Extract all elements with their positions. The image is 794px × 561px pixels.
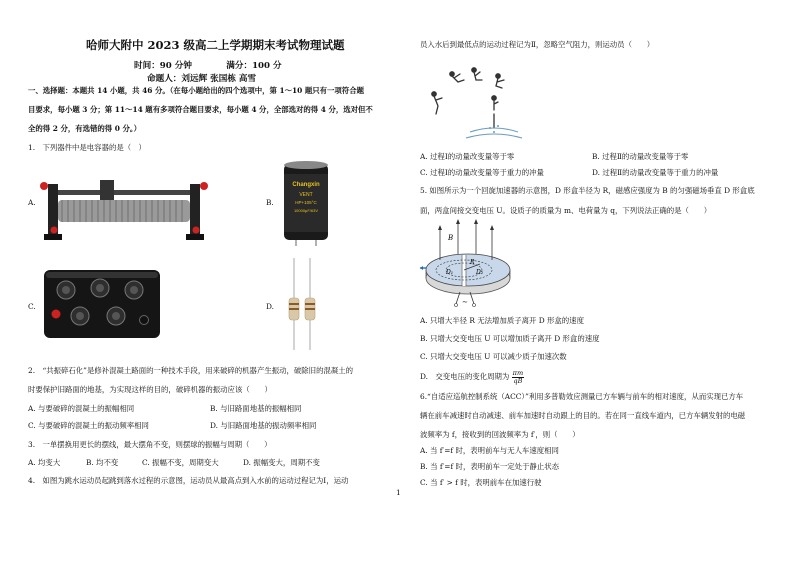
time-score-line: 时间：90 分钟 满分：100 分 [134, 61, 282, 71]
q5-option-d-text: D. 交变电压的变化周期为 [420, 372, 510, 381]
resistance-box-image [44, 268, 160, 340]
q6-option-c: C. 当 f′ > f 时，表明前车在加速行驶 [420, 478, 542, 487]
cyclotron-d2-label: D₂ [476, 269, 484, 276]
cyclotron-d1-label: D₁ [446, 269, 454, 276]
q2-option-a: A. 与要破碎的混凝土的振幅相同 [28, 404, 135, 413]
q4-option-b: B. 过程Ⅱ的动量改变量等于零 [592, 152, 689, 161]
capacitor-label: VENT [299, 192, 313, 198]
q6-option-a: A. 当 f′=f 时，表明前车与无人车速度相同 [420, 446, 559, 455]
q3-option-d: D. 振幅变大，周期不变 [243, 458, 320, 467]
q3-stem: 3. 一单摆换用更长的摆线，最大摆角不变，则摆球的振幅与周期（ ） [28, 440, 272, 449]
q3-option-b: B. 均不变 [86, 458, 119, 467]
diver-figure [420, 58, 530, 144]
q2-stem-line: 2. “共振碎石化”是修补混凝土路面的一种技术手段，用来破碎的机器产生振动，破除旧的混凝土的 [28, 366, 354, 375]
q4-option-c: C. 过程Ⅰ的动量改变量等于重力的冲量 [420, 168, 544, 177]
q6-stem-line: 辆在前车减速时自动减速、前车加速时自动跟上的目的。若在同一直线车道内，已方车辆发射的电磁 [420, 411, 746, 420]
cyclotron-b-label: B [448, 234, 454, 242]
q1-option-a-label: A. [28, 198, 36, 207]
authors-line: 命题人：刘远辉 张国栋 高雪 [147, 74, 257, 84]
q2-stem-line: 时要保护旧路面的地基，为实现这样的目的，破碎机器的振动应该（ ） [28, 385, 272, 394]
q5-period-fraction [512, 370, 524, 385]
rheostat-image [40, 166, 210, 246]
q1-option-d-label: D. [266, 302, 275, 311]
capacitor-brand: Changxin [292, 182, 320, 188]
cyclotron-r-label: R [470, 259, 475, 266]
q5-option-a: A. 只增大半径 R 无法增加质子离开 D 形盒的速度 [420, 316, 584, 325]
q5-option-b: B. 只增大交变电压 U 可以增加质子离开 D 形盒的速度 [420, 334, 600, 343]
q4-option-d: D. 过程Ⅱ的动量改变量等于重力的冲量 [592, 168, 719, 177]
capacitor-label: HP+105°C [295, 200, 317, 205]
q3-option-c: C. 振幅不变，周期变大 [142, 458, 219, 467]
q5-option-c: C. 只增大交变电压 U 可以减少质子加速次数 [420, 352, 567, 361]
q5-option-d [420, 368, 524, 386]
cyclotron-ac-label: ∼ [462, 298, 468, 306]
q4-stem-line: 4. 如图为跳水运动员起跳到落水过程的示意图，运动员从最高点到入水前的运动过程记为Ⅰ，运动 [28, 476, 349, 485]
capacitor-image [282, 160, 330, 246]
exam-title: 哈师大附中 2023 级高二上学期期末考试物理试题 [86, 38, 345, 52]
section-intro-line: 一、选择题：本题共 14 小题，共 46 分。（在每小题给出的四个选项中，第 1～10 题只有一项符合题 [28, 86, 364, 95]
q6-option-b: B. 当 f′=f 时，表明前车一定处于静止状态 [420, 462, 560, 471]
q6-stem-line: 波频率为 f，接收到的回波频率为 f′，则（ ） [420, 430, 580, 439]
q4-option-a: A. 过程Ⅰ的动量改变量等于零 [420, 152, 515, 161]
section-intro-line: 目要求，每小题 3 分；第 11～14 题有多项符合题目要求，每小题 4 分，全部选对的得 4 分，选对但不 [28, 105, 373, 114]
q2-option-c: C. 与要破碎的混凝土的振动频率相同 [28, 421, 149, 430]
page-number: 1 [396, 488, 401, 497]
section-intro-line: 全的得 2 分，有选错的得 0 分。） [28, 124, 141, 133]
q1-option-b-label: B. [266, 198, 274, 207]
q4-stem-line: 员入水后到最低点的运动过程记为Ⅱ，忽略空气阻力，则运动员（ ） [420, 40, 655, 49]
q3-option-a: A. 均变大 [28, 458, 61, 467]
q5-stem-line: 面，两盒间接交变电压 U。设质子的质量为 m、电荷量为 q，下列说法正确的是（ ） [420, 206, 712, 215]
q5-stem-line: 5. 如图所示为一个回旋加速器的示意图，D 形盒半径为 R，磁感应强度为 B 的匀强磁场垂直 D 形盒底 [420, 186, 755, 195]
q2-option-d: D. 与旧路面地基的振动频率相同 [210, 421, 317, 430]
capacitor-label: 10000μF/63V [293, 208, 319, 213]
resistors-image [280, 258, 324, 350]
q1-stem: 1. 下列器件中是电容器的是（ ） [28, 143, 146, 152]
q2-option-b: B. 与旧路面地基的振幅相同 [210, 404, 302, 413]
cyclotron-figure [420, 220, 512, 308]
fraction-numerator: πm [512, 368, 524, 377]
fraction-denominator: qB [513, 376, 523, 385]
q1-option-c-label: C. [28, 302, 36, 311]
q6-stem-line: 6.“自适应巡航控制系统（ACC）”利用多普勒效应测量已方车辆与前车的相对速度，从而实现已方车 [420, 392, 744, 401]
